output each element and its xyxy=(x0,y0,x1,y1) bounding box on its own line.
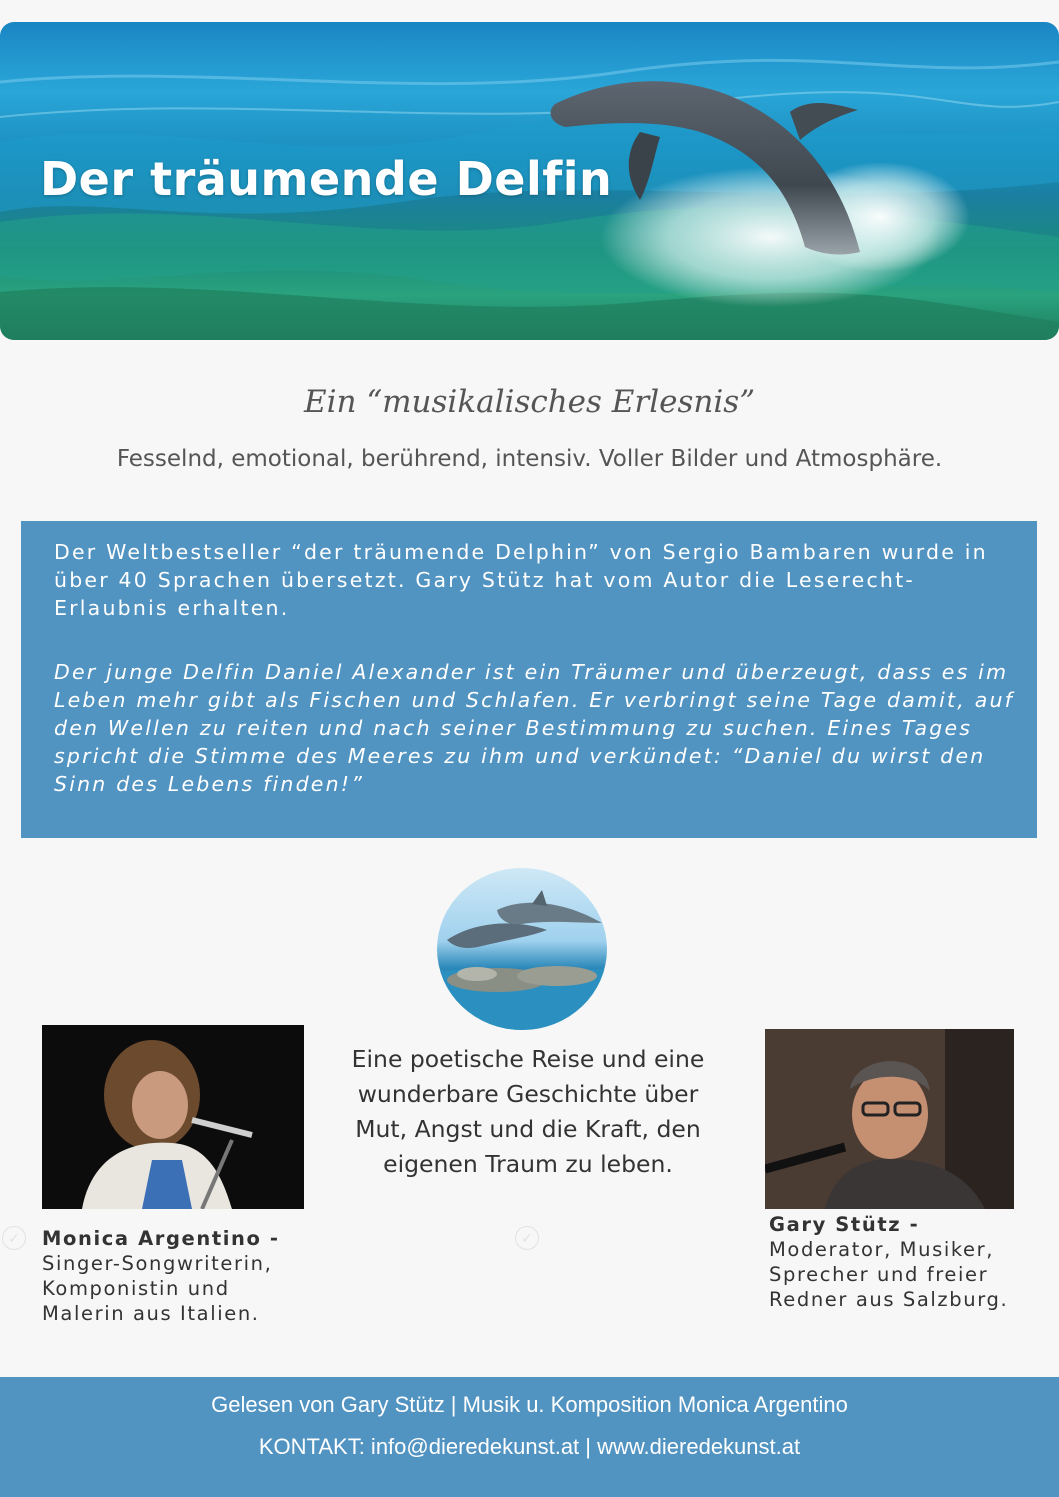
footer xyxy=(0,1377,1059,1497)
performer-right-name: Gary Stütz - xyxy=(769,1213,920,1236)
performer-right xyxy=(769,1212,1039,1312)
subtitle: Fesselnd, emotional, berührend, intensiv. Voller Bilder und Atmosphäre. xyxy=(116,446,943,472)
center-description: Eine poetische Reise und eine wunderbare Geschichte über Mut, Angst und die Kraft, den eigenen Traum zu leben. xyxy=(351,1045,705,1178)
performer-left-name: Monica Argentino - xyxy=(42,1227,280,1250)
tagline: Ein “musikalisches Erlesnis” xyxy=(303,384,756,420)
performer-left xyxy=(42,1226,312,1326)
footer-contact: KONTAKT: info@dieredekunst.at | www.dieredekunst.at xyxy=(258,1434,801,1459)
gary-stuetz-photo xyxy=(765,1029,1014,1209)
footer-credits: Gelesen von Gary Stütz | Musik u. Komposition Monica Argentino xyxy=(211,1392,848,1417)
hero-banner xyxy=(0,22,1059,340)
info-paragraph-2: Der junge Delfin Daniel Alexander ist ein Träumer und überzeugt, dass es im Leben mehr gibt als Fischen und Schlafen. Er verbringt seine Tage damit, auf den Wellen zu reiten und nach seiner Bestimmung zu suchen. Eines Tages spricht die Stimme des Meeres zu ihm und verkündet: “Daniel du wirst den Sinn des Lebens finden!” xyxy=(54,660,1015,796)
info-paragraph-1: Der Weltbestseller “der träumende Delphin” von Sergio Bambaren wurde in über 40 Sprachen übersetzt. Gary Stütz hat vom Autor die Leserecht-Erlaubnis erhalten. xyxy=(54,540,988,620)
check-icon: ✓ xyxy=(2,1226,26,1250)
monica-argentino-photo xyxy=(42,1025,304,1209)
performer-left-description: Singer-Songwriterin, Komponistin und Malerin aus Italien. xyxy=(42,1252,273,1325)
dolphins-circle-image xyxy=(437,868,607,1030)
info-box xyxy=(21,521,1037,838)
performer-right-description: Moderator, Musiker, Sprecher und freier Redner aus Salzburg. xyxy=(769,1238,1009,1311)
page-title: Der träumende Delfin xyxy=(40,152,613,206)
check-icon: ✓ xyxy=(515,1226,539,1250)
